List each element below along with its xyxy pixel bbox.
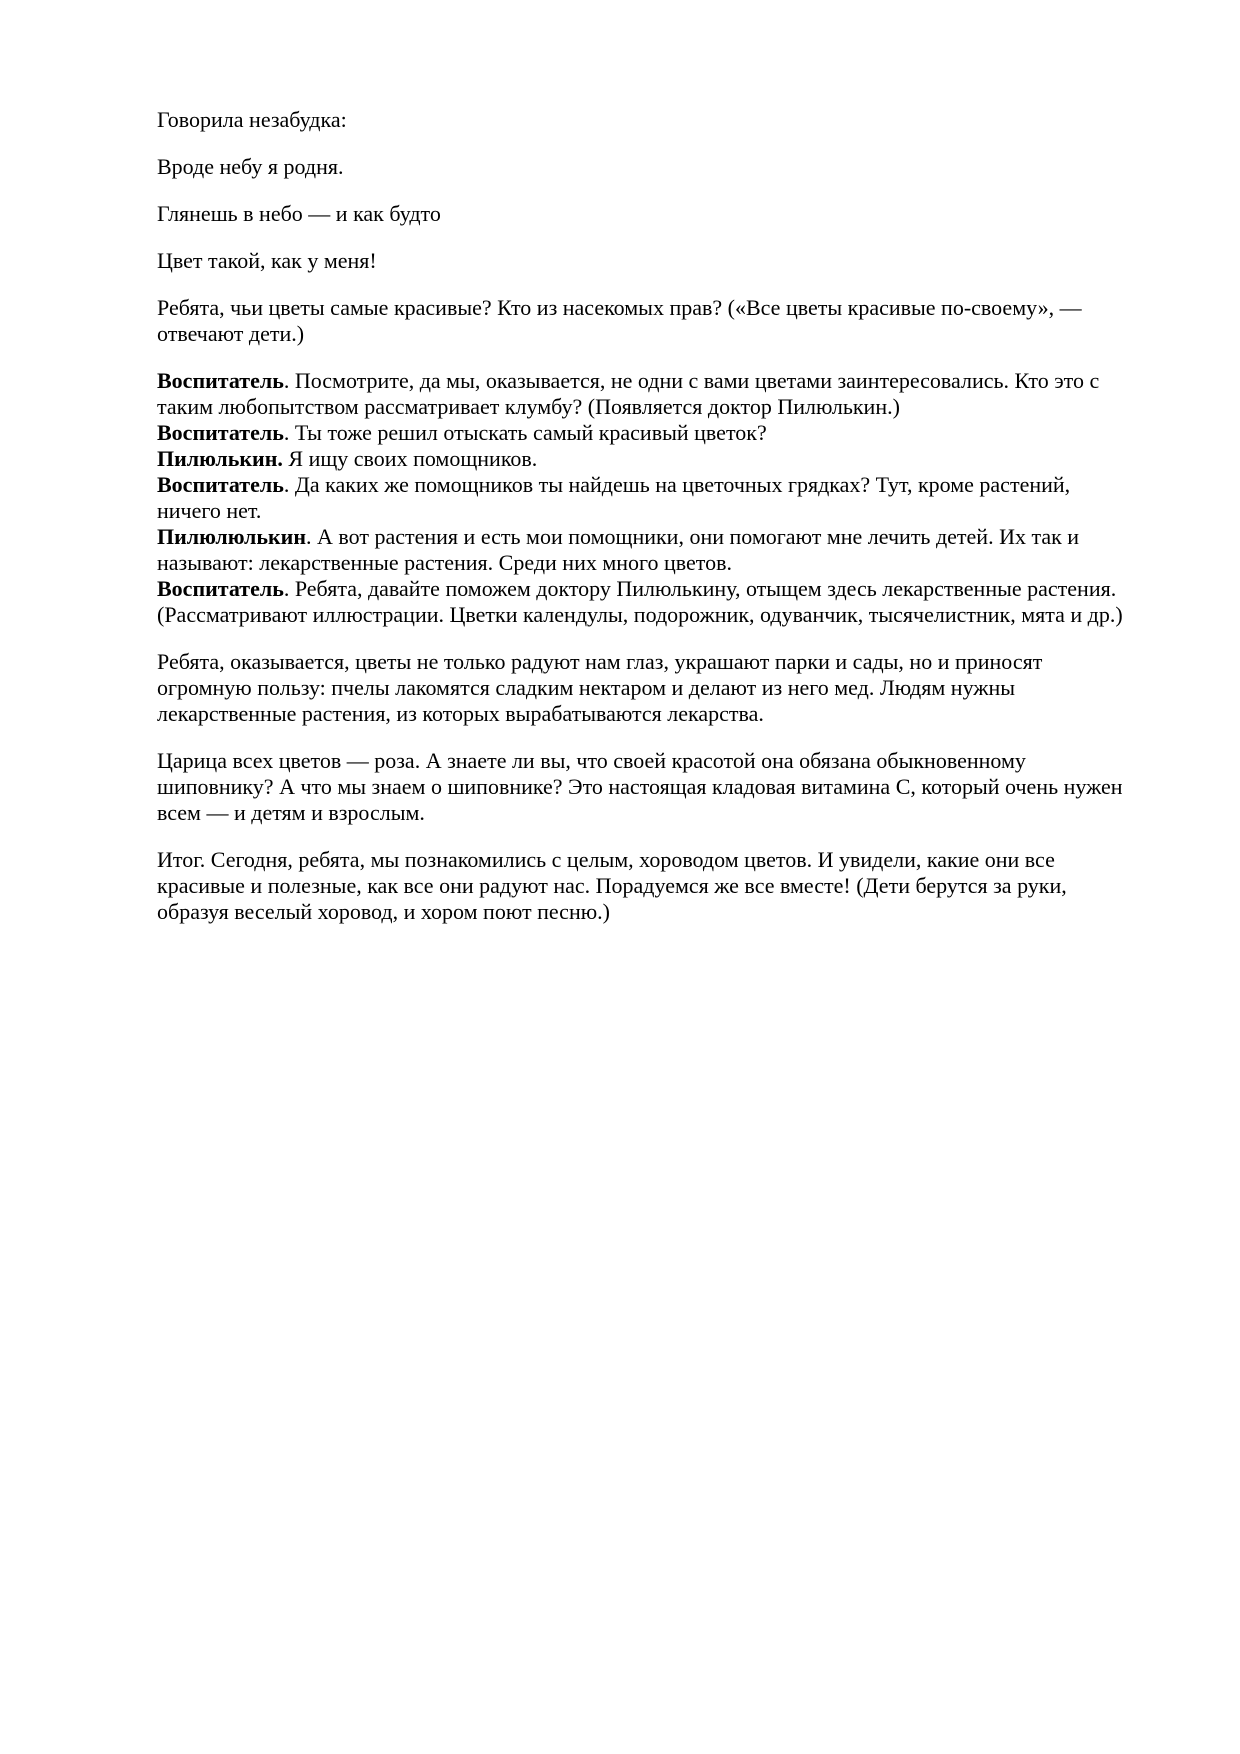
dialogue-text: Я ищу своих помощников.	[288, 446, 538, 471]
dialogue-text: Ты тоже решил отыскать самый красивый цветок?	[294, 420, 767, 445]
poem-line: Говорила незабудка:	[157, 107, 347, 132]
dialogue-line	[157, 446, 1135, 472]
dialogue-text: Посмотрите, да мы, оказывается, не одни с вами цветами заинтересовались. Кто это с таким любопытством рассматривает клумбу? (Появляется доктор Пилюлькин.)	[157, 368, 1100, 419]
speaker-name: Пилюлькин.	[157, 446, 283, 471]
speaker-name: Воспитатель	[157, 576, 284, 601]
poem-line: Глянешь в небо — и как будто	[157, 201, 441, 226]
speaker-separator: .	[283, 576, 295, 601]
dialogue-line	[157, 420, 1135, 446]
speaker-name: Воспитатель	[157, 368, 284, 393]
dialogue-block	[157, 368, 1135, 628]
dialogue-line	[157, 368, 1135, 420]
speaker-separator: .	[283, 472, 295, 497]
poem-block	[157, 107, 1135, 274]
body-paragraph: Ребята, оказывается, цветы не только радуют нам глаз, украшают парки и сады, но и приносят огромную пользу: пчелы лакомятся сладким нектаром и делают из него мед. Людям нужны лекарственные растения, из которых вырабатываются лекарства.	[157, 649, 1043, 726]
dialogue-line	[157, 472, 1135, 524]
dialogue-text: Ребята, давайте поможем доктору Пилюлькину, отыщем здесь лекарственные растения. (Рассматривают иллюстрации. Цветки календулы, подорожник, одуванчик, тысячелистник, мята и др.)	[157, 576, 1123, 627]
poem-line: Цвет такой, как у меня!	[157, 248, 377, 273]
speaker-name: Пилюлюлькин	[157, 524, 307, 549]
speaker-name: Воспитатель	[157, 420, 284, 445]
speaker-separator: .	[283, 420, 295, 445]
speaker-separator: .	[306, 524, 318, 549]
body-paragraph: Итог. Сегодня, ребята, мы познакомились с целым, хороводом цветов. И увидели, какие они все красивые и полезные, как все они радуют нас. Порадуемся же все вместе! (Дети берутся за руки, образуя веселый хоровод, и хором поют песню.)	[157, 847, 1067, 924]
document-content	[157, 107, 1135, 925]
speaker-name: Воспитатель	[157, 472, 284, 497]
dialogue-line	[157, 576, 1135, 628]
dialogue-text: А вот растения и есть мои помощники, они помогают мне лечить детей. Их так и называют: лекарственные растения. Среди них много цветов.	[157, 524, 1080, 575]
teacher-question-paragraph: Ребята, чьи цветы самые красивые? Кто из насекомых прав? («Все цветы красивые по-своему», — отвечают дети.)	[157, 295, 1082, 346]
dialogue-text: Да каких же помощников ты найдешь на цветочных грядках? Тут, кроме растений, ничего нет.	[157, 472, 1071, 523]
closing-paragraphs-block	[157, 649, 1135, 925]
body-paragraph: Царица всех цветов — роза. А знаете ли вы, что своей красотой она обязана обыкновенному шиповнику? А что мы знаем о шиповнике? Это настоящая кладовая витамина С, который очень нужен всем — и детям и взрослым.	[157, 748, 1123, 825]
speaker-separator: .	[283, 368, 295, 393]
poem-line: Вроде небу я родня.	[157, 154, 344, 179]
dialogue-line	[157, 524, 1135, 576]
